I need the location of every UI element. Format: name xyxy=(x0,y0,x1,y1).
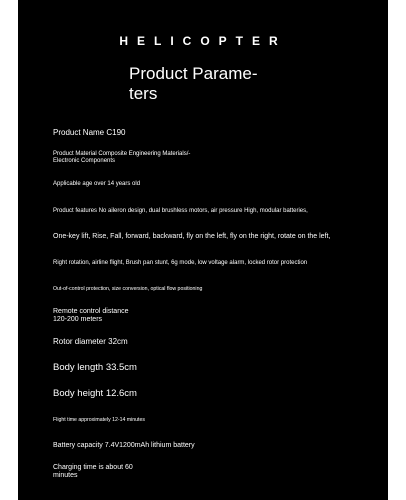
spec-flight-time: Flight time approximately 12-14 minutes xyxy=(53,417,145,423)
section-heading xyxy=(129,64,289,104)
spec-material: Product Material Composite Engineering Materials/- Electronic Components xyxy=(53,151,191,164)
spec-charging-time: Charging time is about 60 minutes xyxy=(53,464,133,479)
spec-product-name: Product Name C190 xyxy=(53,128,126,137)
heading-text: Product Parame- ters xyxy=(129,64,258,103)
spec-body-length: Body length 33.5cm xyxy=(53,362,137,373)
spec-age: Applicable age over 14 years old xyxy=(53,181,141,187)
spec-rotor-diameter: Rotor diameter 32cm xyxy=(53,337,128,346)
spec-remote-distance: Remote control distance 120-200 meters xyxy=(53,308,129,323)
spec-features-3: Right rotation, airline flight, Brush pan stunt, 6g mode, low voltage alarm, locked rotor protection xyxy=(53,260,308,266)
spec-features-2: One-key lift, Rise, Fall, forward, backward, fly on the left, fly on the right, rotate on the left, xyxy=(53,233,331,240)
product-spec-panel xyxy=(18,0,388,500)
spec-features: Product features No aileron design, dual brushless motors, air pressure High, modular batteries, xyxy=(53,208,308,214)
spec-features-4: Out-of-control protection, size conversion, optical flow positioning xyxy=(53,286,203,292)
spec-body-height: Body height 12.6cm xyxy=(53,388,137,399)
brand-title: HELICOPTER xyxy=(119,34,287,48)
spec-battery: Battery capacity 7.4V1200mAh lithium battery xyxy=(53,442,195,449)
